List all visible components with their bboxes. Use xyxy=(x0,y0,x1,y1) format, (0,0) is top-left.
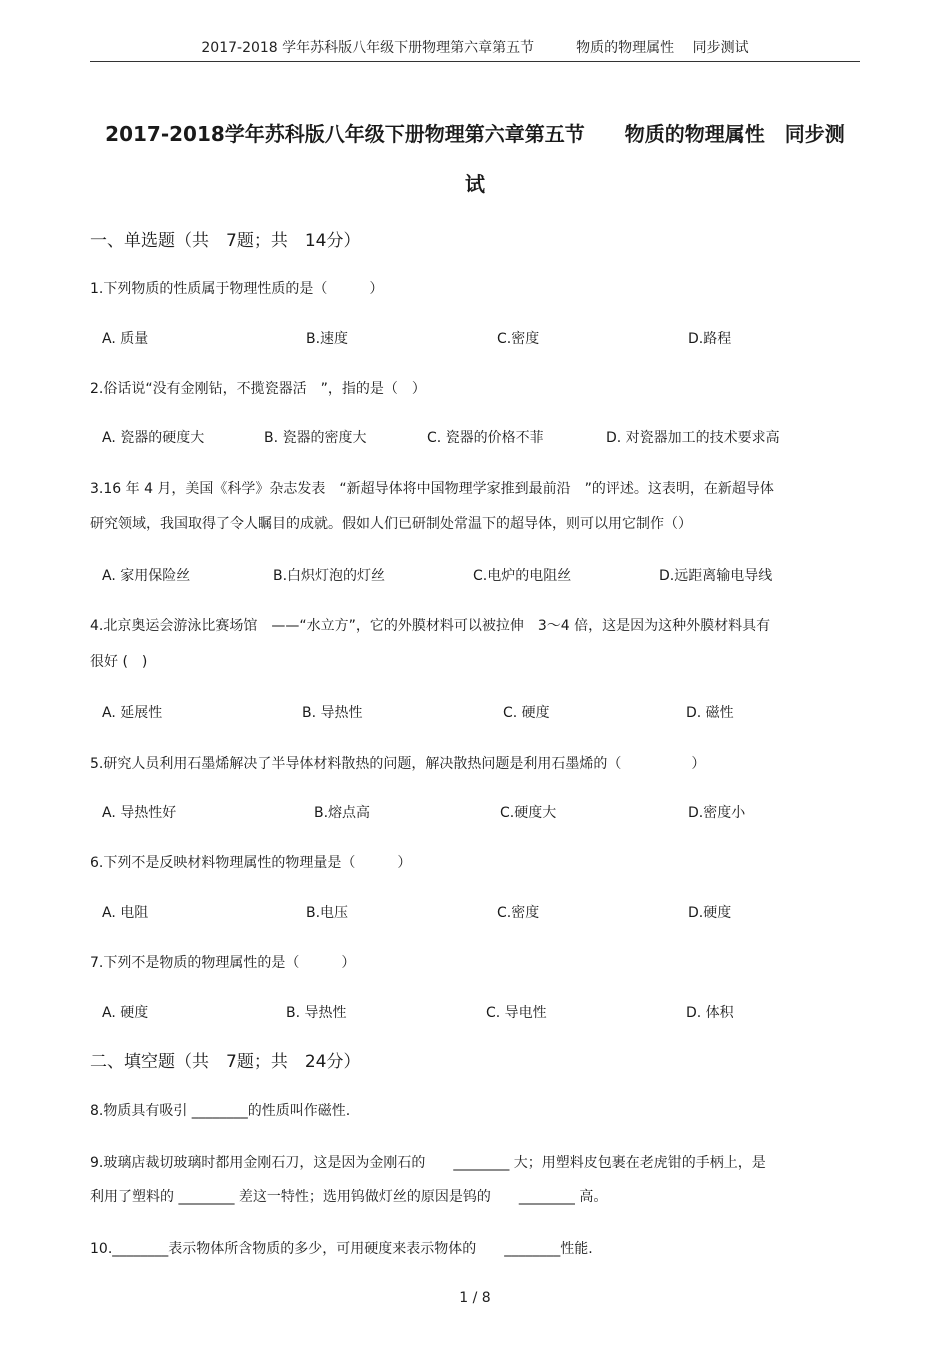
question-7-option-c[interactable]: C. 导电性 xyxy=(486,1005,547,1021)
question-5: 5.研究人员利用石墨烯解决了半导体材料散热的问题，解决散热问题是利用石墨烯的（ ） xyxy=(90,756,706,772)
question-4: 4.北京奥运会游泳比赛场馆 ——“水立方”，它的外膜材料可以被拉伸 3～4 倍，这是因为这种外膜材料具有 xyxy=(90,618,771,634)
question-3: 3.16 年 4 月，美国《科学》杂志发表 “新超导体将中国物理学家推到最前沿 ”的评述。这表明，在新超导体 xyxy=(90,481,774,497)
question-3-option-b[interactable]: B.白炽灯泡的灯丝 xyxy=(273,568,386,584)
question-9: 9.玻璃店裁切玻璃时都用金刚石刀，这是因为金刚石的 ________ 大；用塑料皮包裹在老虎钳的手柄上，是 xyxy=(90,1155,766,1171)
question-4-continued: 很好 ( ) xyxy=(90,654,148,670)
question-6-option-c[interactable]: C.密度 xyxy=(497,905,540,921)
question-6-option-a[interactable]: A. 电阻 xyxy=(102,905,149,921)
question-5-option-b[interactable]: B.熔点高 xyxy=(314,805,371,821)
question-7-option-d[interactable]: D. 体积 xyxy=(686,1005,734,1021)
question-1-option-b[interactable]: B.速度 xyxy=(306,331,349,347)
question-2: 2.俗话说“没有金刚钻，不揽瓷器活 ”，指的是（ ） xyxy=(90,381,426,397)
document-title-continued: 试 xyxy=(465,172,485,196)
question-3-option-c[interactable]: C.电炉的电阻丝 xyxy=(473,568,572,584)
question-8: 8.物质具有吸引 ________的性质叫作磁性. xyxy=(90,1103,351,1119)
question-7-option-a[interactable]: A. 硬度 xyxy=(102,1005,149,1021)
question-2-option-b[interactable]: B. 瓷器的密度大 xyxy=(264,430,367,446)
question-1-option-d[interactable]: D.路程 xyxy=(688,331,732,347)
question-2-option-a[interactable]: A. 瓷器的硬度大 xyxy=(102,430,205,446)
question-5-option-d[interactable]: D.密度小 xyxy=(688,805,746,821)
question-5-option-c[interactable]: C.硬度大 xyxy=(500,805,557,821)
section-heading-fill-in: 二、填空题（共 7题；共 24分） xyxy=(90,1052,361,1072)
question-3-continued: 研究领域，我国取得了令人瞩目的成就。假如人们已研制处常温下的超导体，则可以用它制作（） xyxy=(90,516,692,532)
question-4-option-a[interactable]: A. 延展性 xyxy=(102,705,163,721)
section-heading-single-choice: 一、单选题（共 7题；共 14分） xyxy=(90,231,361,251)
question-1: 1.下列物质的性质属于物理性质的是（ ） xyxy=(90,281,384,297)
document-title: 2017-2018学年苏科版八年级下册物理第六章第五节 物质的物理属性 同步测 xyxy=(105,122,845,146)
header-divider xyxy=(90,61,860,62)
question-3-option-a[interactable]: A. 家用保险丝 xyxy=(102,568,191,584)
question-4-option-d[interactable]: D. 磁性 xyxy=(686,705,734,721)
question-1-option-c[interactable]: C.密度 xyxy=(497,331,540,347)
page-header: 2017-2018 学年苏科版八年级下册物理第六章第五节 物质的物理属性 同步测试 xyxy=(201,40,749,56)
page-number: 1 / 8 xyxy=(459,1290,491,1306)
question-2-option-c[interactable]: C. 瓷器的价格不菲 xyxy=(427,430,544,446)
question-5-option-a[interactable]: A. 导热性好 xyxy=(102,805,177,821)
question-7-option-b[interactable]: B. 导热性 xyxy=(286,1005,347,1021)
question-1-option-a[interactable]: A. 质量 xyxy=(102,331,149,347)
question-2-option-d[interactable]: D. 对瓷器加工的技术要求高 xyxy=(606,430,780,446)
question-4-option-c[interactable]: C. 硬度 xyxy=(503,705,550,721)
question-3-option-d[interactable]: D.远距离输电导线 xyxy=(659,568,773,584)
question-6-option-d[interactable]: D.硬度 xyxy=(688,905,732,921)
question-6: 6.下列不是反映材料物理属性的物理量是（ ） xyxy=(90,855,412,871)
question-10: 10.________表示物体所含物质的多少，可用硬度来表示物体的 ________性能. xyxy=(90,1241,593,1257)
question-7: 7.下列不是物质的物理属性的是（ ） xyxy=(90,955,356,971)
question-4-option-b[interactable]: B. 导热性 xyxy=(302,705,363,721)
question-6-option-b[interactable]: B.电压 xyxy=(306,905,349,921)
question-9-continued: 利用了塑料的 ________ 差这一特性；选用钨做灯丝的原因是钨的 ________ 高。 xyxy=(90,1189,608,1205)
